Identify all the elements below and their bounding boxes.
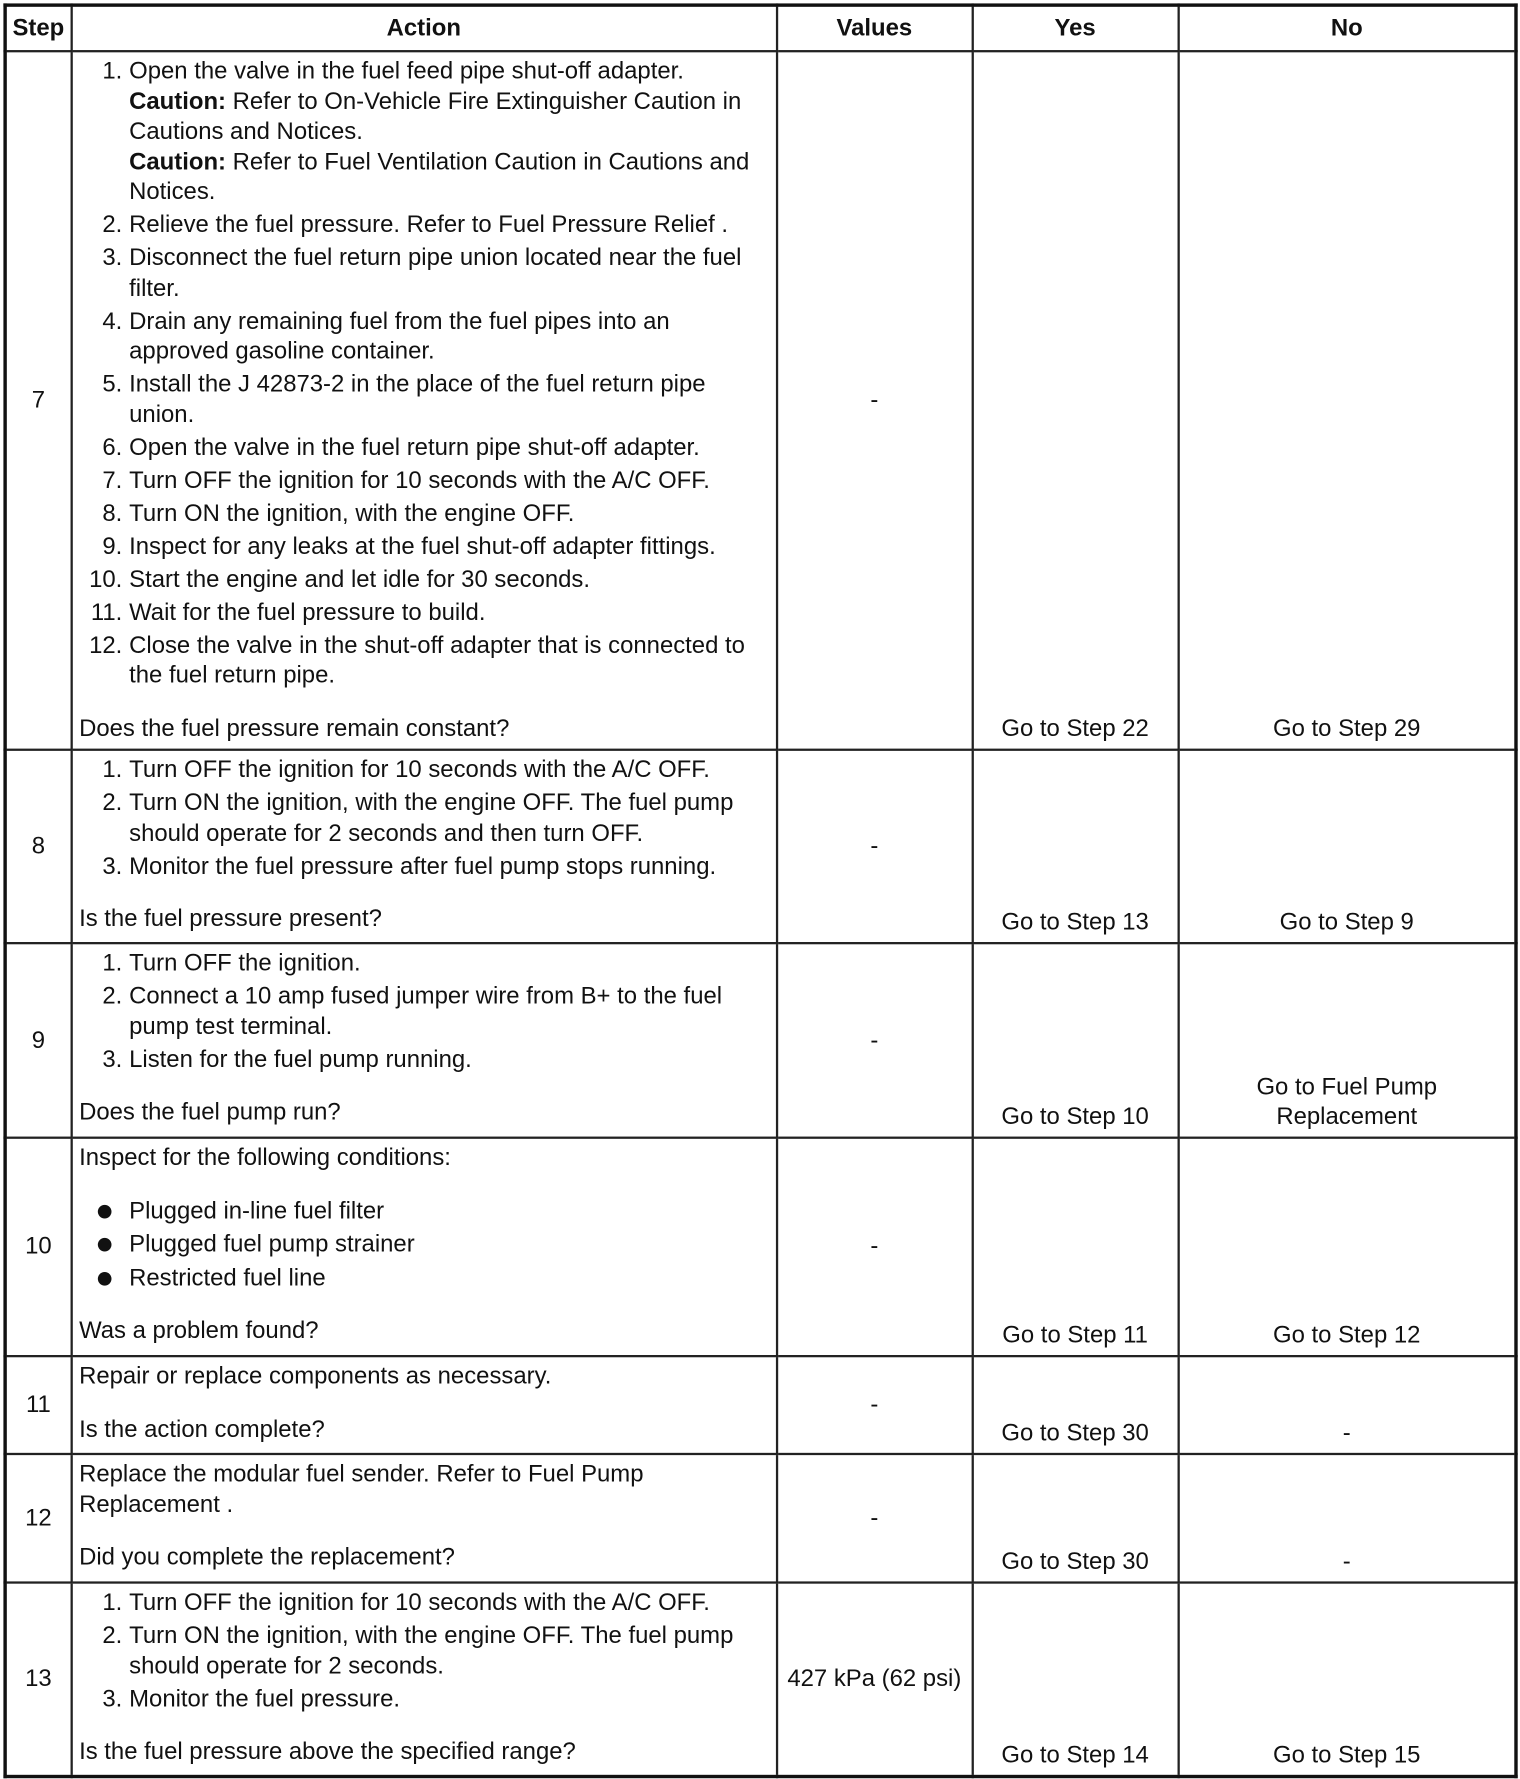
list-item-text: Turn ON the ignition, with the engine OFF. The fuel pump should operate for 2 seconds and then turn OFF. bbox=[129, 789, 734, 846]
table-row-step-7 bbox=[5, 51, 1516, 750]
list-item-number: 2. bbox=[102, 211, 123, 238]
step-number: 11 bbox=[5, 1356, 71, 1454]
header-row bbox=[5, 5, 1516, 51]
action-steps-list bbox=[79, 949, 768, 1075]
no-cell: Go to Fuel Pump Replacement bbox=[1178, 943, 1516, 1138]
list-item-number: 3. bbox=[102, 852, 123, 879]
table-row-step-13 bbox=[5, 1583, 1516, 1776]
list-item-number: 1. bbox=[102, 1589, 123, 1616]
question-text: Was a problem found? bbox=[79, 1317, 319, 1344]
list-item-text: Turn ON the ignition, with the engine OFF. bbox=[129, 500, 575, 527]
list-item bbox=[79, 370, 768, 430]
list-item-number: 11. bbox=[90, 598, 123, 626]
list-item bbox=[79, 755, 768, 785]
list-item-text: Restricted fuel line bbox=[129, 1264, 326, 1291]
no-cell: Go to Step 29 bbox=[1178, 51, 1516, 750]
list-item bbox=[79, 1621, 768, 1681]
list-item-text: Open the valve in the fuel feed pipe shut-off adapter. Caution: Refer to On-Vehicle Fire Extinguisher Caution in Cautions and Notices. Caution: Refer to Fuel Ventilation Caution in Cautions and Notices. bbox=[129, 58, 750, 205]
list-item-text: Monitor the fuel pressure after fuel pump stops running. bbox=[129, 852, 717, 879]
step-number: 12 bbox=[5, 1454, 71, 1583]
list-item-text: Wait for the fuel pressure to build. bbox=[129, 598, 486, 626]
list-item-text: Connect a 10 amp fused jumper wire from B+ to the fuel pump test terminal. bbox=[129, 982, 723, 1040]
list-item-text: Install the J 42873-2 in the place of the fuel return pipe union. bbox=[129, 370, 706, 428]
list-item-number: 9. bbox=[102, 533, 123, 560]
yes-cell: Go to Step 30 bbox=[972, 1454, 1178, 1583]
bullet-icon bbox=[97, 1238, 111, 1252]
bullet-icon bbox=[97, 1204, 111, 1218]
header-no: No bbox=[1178, 5, 1516, 51]
list-item bbox=[79, 631, 768, 691]
list-item bbox=[79, 982, 768, 1042]
header-step: Step bbox=[5, 5, 71, 51]
list-item-number: 3. bbox=[102, 244, 123, 271]
list-item bbox=[79, 949, 768, 979]
list-item-text: Open the valve in the fuel return pipe shut-off adapter. bbox=[129, 434, 700, 461]
no-cell: - bbox=[1178, 1356, 1516, 1454]
list-item-text: Turn OFF the ignition. bbox=[129, 949, 361, 977]
list-item-text: Monitor the fuel pressure. bbox=[129, 1685, 401, 1712]
caution-label: Caution: bbox=[129, 88, 227, 115]
list-item bbox=[79, 1045, 768, 1075]
list-item-text: Relieve the fuel pressure. Refer to Fuel Pressure Relief . bbox=[129, 211, 729, 238]
list-item-text: Turn OFF the ignition for 10 seconds with the A/C OFF. bbox=[129, 756, 710, 783]
header-action: Action bbox=[71, 5, 776, 51]
list-item bbox=[79, 598, 768, 628]
list-item-number: 1. bbox=[102, 756, 123, 783]
table-row-step-12 bbox=[5, 1454, 1516, 1583]
table-row-step-8 bbox=[5, 750, 1516, 943]
list-item-number: 7. bbox=[102, 467, 123, 494]
values-cell: - bbox=[776, 51, 972, 750]
list-item-number: 3. bbox=[102, 1685, 123, 1712]
list-item-text: Drain any remaining fuel from the fuel pipes into an approved gasoline container. bbox=[129, 307, 670, 365]
question-text: Is the fuel pressure present? bbox=[79, 905, 382, 932]
action-steps-list bbox=[79, 1588, 768, 1714]
yes-cell: Go to Step 10 bbox=[972, 943, 1178, 1138]
values-cell: - bbox=[776, 1356, 972, 1454]
action-cell bbox=[71, 1583, 776, 1776]
list-item bbox=[79, 1196, 768, 1226]
list-item bbox=[79, 852, 768, 882]
action-steps-list bbox=[79, 57, 768, 691]
list-item bbox=[79, 499, 768, 529]
list-item bbox=[79, 1230, 768, 1260]
no-cell: Go to Step 12 bbox=[1178, 1138, 1516, 1356]
list-item-text: Plugged fuel pump strainer bbox=[129, 1230, 415, 1258]
action-cell bbox=[71, 943, 776, 1138]
list-item-text: Close the valve in the shut-off adapter that is connected to the fuel return pipe. bbox=[129, 631, 745, 689]
question-text: Is the fuel pressure above the specified range? bbox=[79, 1738, 576, 1765]
list-item-number: 3. bbox=[102, 1046, 123, 1073]
action-cell bbox=[71, 1138, 776, 1356]
values-cell: - bbox=[776, 943, 972, 1138]
list-item bbox=[79, 57, 768, 208]
intro-text: Inspect for the following conditions: bbox=[79, 1144, 451, 1171]
list-item-text: Disconnect the fuel return pipe union located near the fuel filter. bbox=[129, 244, 742, 301]
list-item-number: 6. bbox=[102, 434, 123, 461]
list-item-text: Inspect for any leaks at the fuel shut-off adapter fittings. bbox=[129, 533, 716, 560]
action-cell bbox=[71, 51, 776, 750]
list-item-text: Turn OFF the ignition for 10 seconds with the A/C OFF. bbox=[129, 1589, 710, 1616]
step-number: 8 bbox=[5, 750, 71, 943]
intro-text: Replace the modular fuel sender. Refer to Fuel Pump Replacement . bbox=[79, 1460, 644, 1518]
list-item-number: 2. bbox=[102, 982, 123, 1010]
list-item-text: Turn ON the ignition, with the engine OFF. The fuel pump should operate for 2 seconds. bbox=[129, 1622, 734, 1679]
action-cell bbox=[71, 1454, 776, 1583]
action-steps-list bbox=[79, 755, 768, 881]
step-number: 7 bbox=[5, 51, 71, 750]
list-item bbox=[79, 466, 768, 496]
list-item bbox=[79, 1588, 768, 1618]
yes-cell: Go to Step 30 bbox=[972, 1356, 1178, 1454]
list-item bbox=[79, 1263, 768, 1293]
question-text: Is the action complete? bbox=[79, 1415, 325, 1443]
list-item-text: Plugged in-line fuel filter bbox=[129, 1197, 385, 1224]
question-text: Does the fuel pressure remain constant? bbox=[79, 715, 510, 742]
caution-label: Caution: bbox=[129, 148, 227, 175]
list-item bbox=[79, 307, 768, 367]
step-number: 10 bbox=[5, 1138, 71, 1356]
caution-text: Refer to On-Vehicle Fire Extinguisher Caution in Cautions and Notices. bbox=[129, 88, 742, 145]
bullet-icon bbox=[97, 1271, 111, 1285]
list-item-number: 1. bbox=[102, 949, 123, 977]
list-item-text: Start the engine and let idle for 30 seconds. bbox=[129, 566, 591, 593]
no-cell: Go to Step 15 bbox=[1178, 1583, 1516, 1776]
list-item-number: 2. bbox=[102, 789, 123, 816]
yes-cell: Go to Step 13 bbox=[972, 750, 1178, 943]
list-item bbox=[79, 243, 768, 303]
values-cell: - bbox=[776, 1454, 972, 1583]
intro-text: Repair or replace components as necessary. bbox=[79, 1362, 552, 1390]
values-cell: 427 kPa (62 psi) bbox=[776, 1583, 972, 1776]
list-item bbox=[79, 532, 768, 562]
list-item-number: 4. bbox=[102, 307, 123, 334]
action-cell bbox=[71, 1356, 776, 1454]
list-item bbox=[79, 1684, 768, 1714]
header-yes: Yes bbox=[972, 5, 1178, 51]
caution-text: Refer to Fuel Ventilation Caution in Cautions and Notices. bbox=[129, 148, 750, 205]
table-row-step-10 bbox=[5, 1138, 1516, 1356]
table-row-step-9 bbox=[5, 943, 1516, 1138]
header-values: Values bbox=[776, 5, 972, 51]
list-item-number: 12. bbox=[89, 631, 123, 659]
list-item-number: 1. bbox=[102, 58, 123, 85]
list-item-text: Turn OFF the ignition for 10 seconds with the A/C OFF. bbox=[129, 467, 710, 494]
list-item bbox=[79, 433, 768, 463]
step-number: 9 bbox=[5, 943, 71, 1138]
diagnostic-table bbox=[3, 3, 1517, 1777]
question-text: Did you complete the replacement? bbox=[79, 1543, 455, 1571]
yes-cell: Go to Step 11 bbox=[972, 1138, 1178, 1356]
yes-cell: Go to Step 14 bbox=[972, 1583, 1178, 1776]
list-item bbox=[79, 565, 768, 595]
conditions-list bbox=[79, 1196, 768, 1293]
question-text: Does the fuel pump run? bbox=[79, 1099, 341, 1126]
action-cell bbox=[71, 750, 776, 943]
values-cell: - bbox=[776, 750, 972, 943]
list-item-number: 5. bbox=[102, 370, 123, 398]
list-item-number: 8. bbox=[102, 500, 123, 527]
yes-cell: Go to Step 22 bbox=[972, 51, 1178, 750]
no-cell: Go to Step 9 bbox=[1178, 750, 1516, 943]
list-item-text: Listen for the fuel pump running. bbox=[129, 1046, 472, 1073]
step-number: 13 bbox=[5, 1583, 71, 1776]
list-item-number: 2. bbox=[102, 1622, 123, 1649]
table-row-step-11 bbox=[5, 1356, 1516, 1454]
no-cell: - bbox=[1178, 1454, 1516, 1583]
list-item bbox=[79, 788, 768, 848]
list-item bbox=[79, 210, 768, 240]
values-cell: - bbox=[776, 1138, 972, 1356]
list-item-number: 10. bbox=[89, 566, 123, 593]
